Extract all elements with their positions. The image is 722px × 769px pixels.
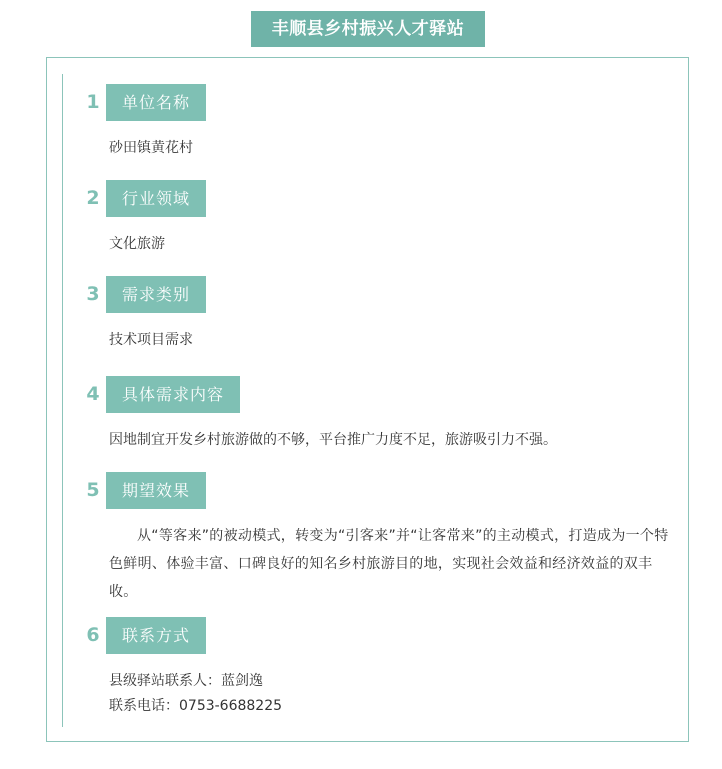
section-demand-type	[86, 276, 676, 348]
section-contact	[86, 617, 676, 714]
section-number: 6	[86, 624, 100, 646]
section-label: 行业领域	[106, 180, 206, 217]
section-text: 因地制宜开发乡村旅游做的不够，平台推广力度不足，旅游吸引力不强。	[109, 432, 557, 448]
section-number: 3	[86, 283, 100, 305]
section-number: 4	[86, 383, 100, 405]
section-demand-detail	[86, 376, 676, 448]
section-text: 文化旅游	[109, 236, 165, 252]
frame-accent-line	[62, 74, 63, 727]
section-text: 技术项目需求	[109, 332, 193, 348]
contact-phone: 联系电话：0753-6688225	[109, 698, 283, 714]
section-label: 单位名称	[106, 84, 206, 121]
section-expected-effect	[86, 472, 676, 600]
section-number: 2	[86, 187, 100, 209]
page-title: 丰顺县乡村振兴人才驿站	[251, 11, 485, 47]
section-number: 5	[86, 479, 100, 501]
contact-person: 县级驿站联系人：蓝剑逸	[109, 673, 263, 689]
section-unit-name	[86, 84, 676, 156]
section-number: 1	[86, 91, 100, 113]
section-text: 砂田镇黄花村	[109, 140, 193, 156]
section-industry	[86, 180, 676, 252]
section-label: 具体需求内容	[106, 376, 240, 413]
section-label: 联系方式	[106, 617, 206, 654]
section-label: 需求类别	[106, 276, 206, 313]
section-paragraph: 从“等客来”的被动模式，转变为“引客来”并“让客常来”的主动模式，打造成为一个特色鲜明、体验丰富、口碑良好的知名乡村旅游目的地，实现社会效益和经济效益的双丰收。	[109, 528, 669, 600]
section-label: 期望效果	[106, 472, 206, 509]
